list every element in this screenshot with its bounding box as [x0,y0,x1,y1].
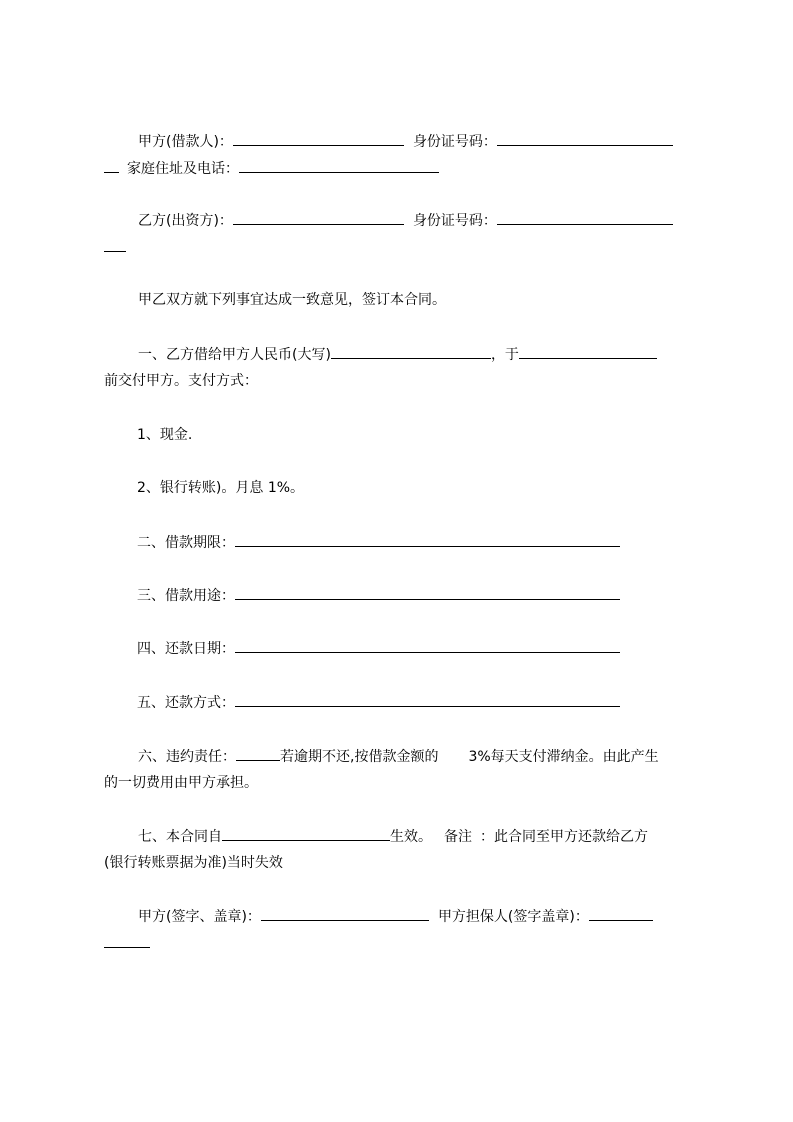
party-a-id-label: 身份证号码： [412,134,497,150]
clause-7-prefix: 七、本合同自 [138,829,222,845]
party-b-line [104,211,704,230]
clause-4-line [104,639,704,658]
party-b-id-label: 身份证号码： [412,213,497,229]
loan-term-blank[interactable] [235,533,620,547]
amount-blank[interactable] [331,345,491,359]
loan-purpose-blank[interactable] [235,586,620,600]
guarantor-signature-blank[interactable] [589,907,653,921]
clause-1-line [104,345,704,364]
clause-1-mid: ，于 [490,347,519,363]
penalty-blank[interactable] [236,747,280,761]
repayment-date-blank[interactable] [235,639,620,653]
party-b-label: 乙方(出资方)： [138,213,233,229]
repayment-method-blank[interactable] [235,693,620,707]
clause-6-line-2 [104,774,704,792]
intro-line [104,291,704,309]
clause-6-line [104,747,704,766]
signature-line-2 [104,934,704,953]
clause-3-label: 三、借款用途： [137,588,235,604]
clause-5-label: 五、还款方式： [137,695,235,711]
guarantor-signature-blank-continued[interactable] [104,934,150,948]
clause-2-label: 二、借款期限： [137,535,235,551]
effective-date-blank[interactable] [222,827,390,841]
clause-6-line2-text: 的一切费用由甲方承担。 [104,775,258,791]
party-b-id-line-2 [104,238,704,257]
address-phone-label: 家庭住址及电话： [127,161,239,177]
party-a-id-blank[interactable] [497,132,673,146]
party-b-id-blank-continued[interactable] [104,238,126,252]
address-phone-blank[interactable] [239,159,439,173]
sign-a-label: 甲方(签字、盖章)： [138,909,261,925]
clause-7-line2-text: (银行转账票据为准)当时失效 [104,855,283,871]
clause-1-line2-text: 前交付甲方。支付方式： [104,373,258,389]
method-1-text: 1、现金. [137,427,193,443]
clause-1-line-2 [104,372,704,390]
clause-3-line [104,586,704,605]
clause-6-mid: 若逾期不还,按借款金额的 [280,749,439,765]
clause-6-rate: 3%每天支付滞纳金。由此产生 [468,749,659,765]
party-a-name-blank[interactable] [233,132,404,146]
party-a-signature-blank[interactable] [261,907,429,921]
clause-2-line [104,533,704,552]
party-a-id-blank-continued[interactable] [104,159,119,173]
method-1-line [104,426,704,444]
clause-7-line [104,827,704,846]
method-2-text: 2、银行转账)。月息 1%。 [137,480,305,496]
clause-5-line [104,693,704,712]
signature-line [104,907,704,926]
party-a-line [104,132,704,151]
clause-6-prefix: 六、违约责任： [138,749,236,765]
party-a-label: 甲方(借款人)： [138,134,233,150]
intro-text: 甲乙双方就下列事宜达成一致意见，签订本合同。 [138,292,446,308]
remark-text: ：此合同至甲方还款给乙方 [480,829,648,845]
payment-date-blank[interactable] [519,345,657,359]
party-b-name-blank[interactable] [233,211,404,225]
party-b-id-blank[interactable] [497,211,673,225]
guarantor-label: 甲方担保人(签字盖章)： [437,909,589,925]
clause-1-prefix: 一、乙方借给甲方人民币(大写) [138,347,331,363]
remark-label: 备注 [444,829,472,845]
method-2-line [104,479,704,497]
clause-7-mid: 生效。 [390,829,432,845]
clause-7-line-2 [104,854,704,872]
clause-4-label: 四、还款日期： [137,641,235,657]
party-a-address-line [104,159,704,178]
